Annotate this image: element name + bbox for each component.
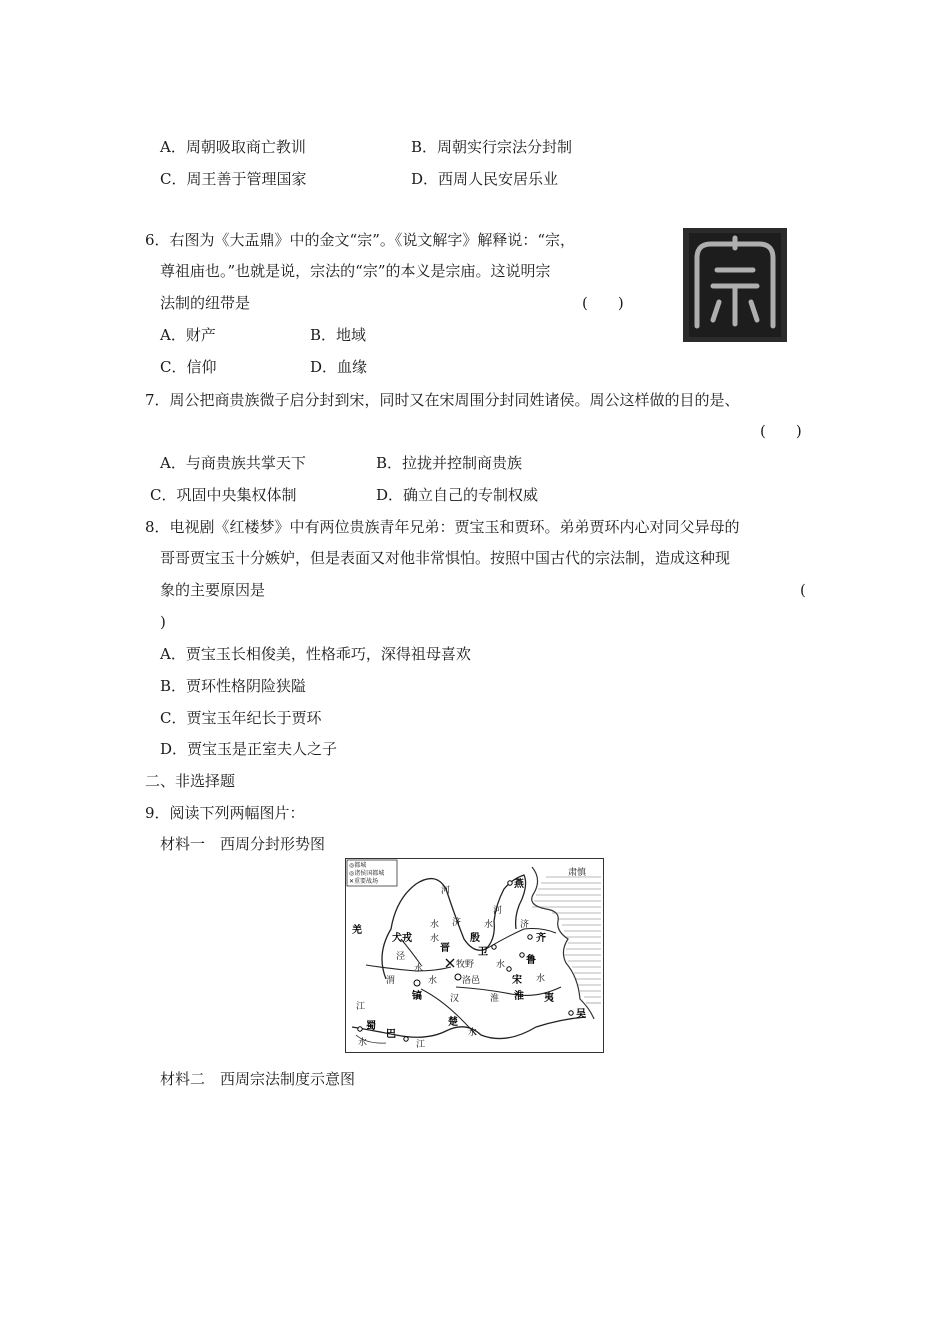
map-label-sushen: 肃慎 bbox=[568, 868, 587, 878]
map-label-he2: 河 bbox=[493, 906, 503, 916]
q8-option-a: A．贾宝玉长相俊美，性格乖巧，深得祖母喜欢 bbox=[160, 645, 471, 663]
q6-option-c: C．信仰 bbox=[160, 358, 217, 376]
q9-material1-caption: 材料一 西周分封形势图 bbox=[160, 835, 326, 853]
map-label-muye: 牧野 bbox=[456, 960, 475, 970]
q6-stem-line1: 6．右图为《大盂鼎》中的金文“宗”。《说文解字》解释说：“宗， bbox=[145, 231, 576, 249]
q7-option-d: D．确立自己的专制权威 bbox=[376, 486, 539, 504]
map-label-shui5: 水 bbox=[414, 964, 424, 974]
map-label-shu: 蜀 bbox=[366, 1021, 376, 1032]
map-label-jiang2: 江 bbox=[416, 1040, 426, 1050]
legend-capital: ◎都城 bbox=[349, 862, 367, 869]
map-label-lu: 鲁 bbox=[526, 955, 536, 966]
map-label-shui3: 水 bbox=[430, 934, 440, 944]
q8-option-d: D．贾宝玉是正室夫人之子 bbox=[160, 740, 338, 758]
map-label-yan: 燕 bbox=[514, 879, 524, 890]
map-label-qi: 齐 bbox=[536, 933, 546, 944]
map-label-wu: 吴 bbox=[576, 1009, 586, 1020]
map-label-shui8: 水 bbox=[536, 974, 546, 984]
map-label-jin: 晋 bbox=[440, 943, 450, 954]
q8-stem-line2: 哥哥贾宝玉十分嫉妒，但是表面又对他非常惧怕。按照中国古代的宗法制，造成这种现 bbox=[160, 549, 731, 567]
q8-option-c: C．贾宝玉年纪长于贾环 bbox=[160, 709, 322, 727]
map-label-ji: 济 bbox=[452, 918, 462, 928]
section-heading: 二、非选择题 bbox=[145, 772, 236, 790]
q8-paren-open: ( bbox=[800, 581, 806, 599]
q8-option-b: B．贾环性格阴险狭隘 bbox=[160, 677, 307, 695]
q8-paren-close: ) bbox=[160, 613, 166, 631]
map-label-shui9: 水 bbox=[358, 1038, 368, 1048]
q7-stem: 7．周公把商贵族微子启分封到宋，同时又在宋周围分封同姓诸侯。周公这样做的目的是、 bbox=[145, 391, 740, 409]
q9-material2-caption: 材料二 西周宗法制度示意图 bbox=[160, 1070, 356, 1088]
q7-answer-paren: ( ) bbox=[760, 422, 802, 440]
map-label-jiang1: 江 bbox=[356, 1002, 366, 1012]
map-label-shui6: 水 bbox=[428, 976, 438, 986]
map-label-wei: 卫 bbox=[478, 947, 488, 958]
map-label-song: 宋 bbox=[512, 975, 522, 986]
q5-option-b: B．周朝实行宗法分封制 bbox=[411, 138, 573, 156]
map-label-luoyi: 洛邑 bbox=[462, 976, 481, 986]
q7-option-c: C．巩固中央集权体制 bbox=[150, 486, 297, 504]
map-label-han: 汉 bbox=[450, 994, 460, 1004]
map-label-huai2: 淮 bbox=[514, 991, 524, 1002]
map-label-shui2: 水 bbox=[484, 920, 494, 930]
map-label-hao: 镐 bbox=[412, 991, 422, 1002]
map-label-yi: 夷 bbox=[544, 993, 554, 1004]
map-label-wei2: 渭 bbox=[386, 976, 396, 986]
q9-stem: 9．阅读下列两幅图片： bbox=[145, 804, 305, 822]
q6-option-d: D．血缘 bbox=[310, 358, 368, 376]
q6-option-a: A．财产 bbox=[160, 326, 216, 344]
map-label-huai: 淮 bbox=[490, 994, 500, 1004]
map-label-ba: 巴 bbox=[386, 1029, 396, 1040]
map-label-he1: 河 bbox=[441, 886, 451, 896]
q7-option-b: B．拉拢并控制商贵族 bbox=[376, 454, 523, 472]
western-zhou-enfeoffment-map bbox=[345, 858, 604, 1053]
q6-answer-paren: ( ) bbox=[582, 294, 624, 312]
map-label-shui4: 水 bbox=[496, 960, 506, 970]
map-label-shui1: 水 bbox=[430, 920, 440, 930]
q8-stem-line3: 象的主要原因是 bbox=[160, 581, 266, 599]
q5-option-a: A．周朝吸取商亡教训 bbox=[160, 138, 306, 156]
q6-stem-line2: 尊祖庙也。”也就是说，宗法的“宗”的本义是宗庙。这说明宗 bbox=[160, 262, 551, 280]
map-label-quanrong: 犬戎 bbox=[392, 933, 412, 944]
q5-option-d: D．西周人民安居乐业 bbox=[411, 170, 559, 188]
map-label-shui7: 水 bbox=[468, 1028, 478, 1038]
bronze-script-zong-image bbox=[683, 228, 787, 342]
map-label-jing: 泾 bbox=[396, 952, 406, 962]
q6-option-b: B．地域 bbox=[310, 326, 367, 344]
q8-stem-line1: 8．电视剧《红楼梦》中有两位贵族青年兄弟：贾宝玉和贾环。弟弟贾环内心对同父异母的 bbox=[145, 518, 740, 536]
map-label-chu: 楚 bbox=[448, 1017, 458, 1028]
q7-option-a: A．与商贵族共掌天下 bbox=[160, 454, 306, 472]
map-label-ji2: 济 bbox=[520, 920, 530, 930]
q5-option-c: C．周王善于管理国家 bbox=[160, 170, 307, 188]
map-label-yin: 殷 bbox=[470, 933, 480, 944]
legend-vassal-capital: ◎诸侯国都城 bbox=[349, 870, 385, 877]
legend-battlefield: ✕重要战场 bbox=[349, 878, 379, 885]
map-label-qiang: 羌 bbox=[352, 925, 362, 936]
q6-stem-line3: 法制的纽带是 bbox=[160, 294, 251, 312]
zong-glyph-icon bbox=[683, 228, 787, 342]
